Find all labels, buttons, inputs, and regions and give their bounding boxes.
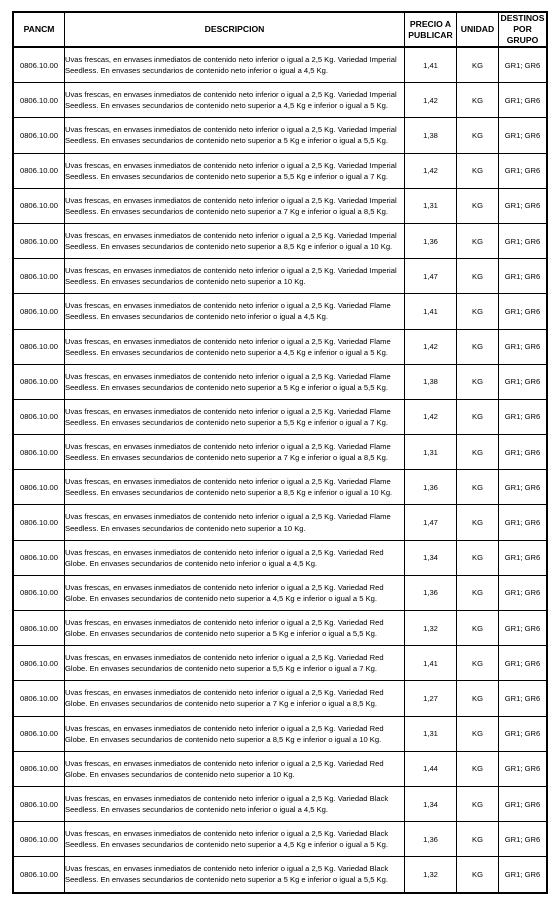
table-row: [14, 716, 547, 751]
header-unidad: UNIDAD: [457, 13, 499, 48]
price-cell: 1,42: [405, 83, 457, 118]
pancm-cell: 0806.10.00: [14, 435, 65, 470]
unit-cell: KG: [457, 435, 499, 470]
destinations-cell: GR1; GR6: [499, 364, 547, 399]
table-row: [14, 575, 547, 610]
destinations-cell: GR1; GR6: [499, 716, 547, 751]
destinations-cell: GR1; GR6: [499, 153, 547, 188]
price-cell: 1,41: [405, 646, 457, 681]
price-cell: 1,36: [405, 575, 457, 610]
header-pancm: PANCM: [14, 13, 65, 48]
pancm-cell: 0806.10.00: [14, 611, 65, 646]
table-row: [14, 751, 547, 786]
table-row: [14, 83, 547, 118]
pancm-cell: 0806.10.00: [14, 153, 65, 188]
header-destinos: DESTINOS POR GRUPO: [499, 13, 547, 48]
table-row: [14, 505, 547, 540]
table-row: [14, 364, 547, 399]
destinations-cell: GR1; GR6: [499, 329, 547, 364]
destinations-cell: GR1; GR6: [499, 646, 547, 681]
price-cell: 1,27: [405, 681, 457, 716]
price-cell: 1,36: [405, 223, 457, 258]
destinations-cell: GR1; GR6: [499, 294, 547, 329]
price-cell: 1,38: [405, 118, 457, 153]
pancm-cell: 0806.10.00: [14, 470, 65, 505]
table-row: [14, 540, 547, 575]
destinations-cell: GR1; GR6: [499, 399, 547, 434]
unit-cell: KG: [457, 681, 499, 716]
description-cell: Uvas frescas, en envases inmediatos de contenido neto inferior o igual a 2,5 Kg. Variedad Flame Seedless. En envases secundarios de contenido neto superior a 7 Kg e inferior o igual a 8,5 Kg.: [65, 435, 405, 470]
header-descripcion: DESCRIPCION: [65, 13, 405, 48]
pancm-cell: 0806.10.00: [14, 47, 65, 83]
destinations-cell: GR1; GR6: [499, 540, 547, 575]
description-cell: Uvas frescas, en envases inmediatos de contenido neto inferior o igual a 2,5 Kg. Variedad Imperial Seedless. En envases secundarios de contenido neto superior a 8,5 Kg e inferior o igual a 10 Kg.: [65, 223, 405, 258]
description-cell: Uvas frescas, en envases inmediatos de contenido neto inferior o igual a 2,5 Kg. Variedad Imperial Seedless. En envases secundarios de contenido neto superior a 4,5 Kg e inferior o igual a 5 Kg.: [65, 83, 405, 118]
destinations-cell: GR1; GR6: [499, 118, 547, 153]
price-cell: 1,41: [405, 47, 457, 83]
pancm-cell: 0806.10.00: [14, 223, 65, 258]
unit-cell: KG: [457, 716, 499, 751]
description-cell: Uvas frescas, en envases inmediatos de contenido neto inferior o igual a 2,5 Kg. Variedad Imperial Seedless. En envases secundarios de contenido neto superior a 5 Kg e inferior o igual a 5,5 Kg.: [65, 118, 405, 153]
price-cell: 1,47: [405, 259, 457, 294]
price-cell: 1,34: [405, 540, 457, 575]
table-row: [14, 786, 547, 821]
pancm-cell: 0806.10.00: [14, 681, 65, 716]
unit-cell: KG: [457, 786, 499, 821]
document-page: [13, 12, 547, 893]
pancm-cell: 0806.10.00: [14, 188, 65, 223]
pancm-cell: 0806.10.00: [14, 259, 65, 294]
destinations-cell: GR1; GR6: [499, 47, 547, 83]
table-row: [14, 611, 547, 646]
price-cell: 1,31: [405, 188, 457, 223]
description-cell: Uvas frescas, en envases inmediatos de contenido neto inferior o igual a 2,5 Kg. Variedad Flame Seedless. En envases secundarios de contenido neto superior a 4,5 Kg e inferior o igual a 5 Kg.: [65, 329, 405, 364]
description-cell: Uvas frescas, en envases inmediatos de contenido neto inferior o igual a 2,5 Kg. Variedad Flame Seedless. En envases secundarios de contenido neto superior a 5,5 Kg e inferior o igual a 7 Kg.: [65, 399, 405, 434]
unit-cell: KG: [457, 153, 499, 188]
description-cell: Uvas frescas, en envases inmediatos de contenido neto inferior o igual a 2,5 Kg. Variedad Flame Seedless. En envases secundarios de contenido neto superior a 10 Kg.: [65, 505, 405, 540]
description-cell: Uvas frescas, en envases inmediatos de contenido neto inferior o igual a 2,5 Kg. Variedad Red Globe. En envases secundarios de contenido neto inferior o igual a 4,5 Kg.: [65, 540, 405, 575]
description-cell: Uvas frescas, en envases inmediatos de contenido neto inferior o igual a 2,5 Kg. Variedad Imperial Seedless. En envases secundarios de contenido neto inferior o igual a 4,5 Kg.: [65, 47, 405, 83]
unit-cell: KG: [457, 188, 499, 223]
description-cell: Uvas frescas, en envases inmediatos de contenido neto inferior o igual a 2,5 Kg. Variedad Red Globe. En envases secundarios de contenido neto superior a 4,5 Kg e inferior o igual a 5 Kg.: [65, 575, 405, 610]
description-cell: Uvas frescas, en envases inmediatos de contenido neto inferior o igual a 2,5 Kg. Variedad Imperial Seedless. En envases secundarios de contenido neto superior a 7 Kg e inferior o igual a 8,5 Kg.: [65, 188, 405, 223]
table-row: [14, 259, 547, 294]
price-cell: 1,42: [405, 399, 457, 434]
description-cell: Uvas frescas, en envases inmediatos de contenido neto inferior o igual a 2,5 Kg. Variedad Imperial Seedless. En envases secundarios de contenido neto superior a 10 Kg.: [65, 259, 405, 294]
price-cell: 1,32: [405, 611, 457, 646]
price-cell: 1,34: [405, 786, 457, 821]
destinations-cell: GR1; GR6: [499, 751, 547, 786]
table-row: [14, 329, 547, 364]
destinations-cell: GR1; GR6: [499, 83, 547, 118]
destinations-cell: GR1; GR6: [499, 681, 547, 716]
description-cell: Uvas frescas, en envases inmediatos de contenido neto inferior o igual a 2,5 Kg. Variedad Red Globe. En envases secundarios de contenido neto superior a 10 Kg.: [65, 751, 405, 786]
unit-cell: KG: [457, 294, 499, 329]
unit-cell: KG: [457, 83, 499, 118]
pancm-cell: 0806.10.00: [14, 329, 65, 364]
destinations-cell: GR1; GR6: [499, 223, 547, 258]
unit-cell: KG: [457, 47, 499, 83]
description-cell: Uvas frescas, en envases inmediatos de contenido neto inferior o igual a 2,5 Kg. Variedad Black Seedless. En envases secundarios de contenido neto superior a 5 Kg e inferior o igual a 5,5 Kg.: [65, 857, 405, 892]
unit-cell: KG: [457, 646, 499, 681]
unit-cell: KG: [457, 399, 499, 434]
price-cell: 1,41: [405, 294, 457, 329]
pancm-cell: 0806.10.00: [14, 83, 65, 118]
unit-cell: KG: [457, 364, 499, 399]
price-cell: 1,44: [405, 751, 457, 786]
pancm-cell: 0806.10.00: [14, 505, 65, 540]
pancm-cell: 0806.10.00: [14, 751, 65, 786]
destinations-cell: GR1; GR6: [499, 259, 547, 294]
unit-cell: KG: [457, 223, 499, 258]
pancm-cell: 0806.10.00: [14, 716, 65, 751]
destinations-cell: GR1; GR6: [499, 575, 547, 610]
price-cell: 1,32: [405, 857, 457, 892]
table-row: [14, 681, 547, 716]
unit-cell: KG: [457, 611, 499, 646]
unit-cell: KG: [457, 540, 499, 575]
description-cell: Uvas frescas, en envases inmediatos de contenido neto inferior o igual a 2,5 Kg. Variedad Red Globe. En envases secundarios de contenido neto superior a 7 Kg e inferior o igual a 8,5 Kg.: [65, 681, 405, 716]
price-cell: 1,47: [405, 505, 457, 540]
destinations-cell: GR1; GR6: [499, 188, 547, 223]
destinations-cell: GR1; GR6: [499, 435, 547, 470]
table-body: [14, 47, 547, 892]
unit-cell: KG: [457, 857, 499, 892]
pancm-cell: 0806.10.00: [14, 822, 65, 857]
description-cell: Uvas frescas, en envases inmediatos de contenido neto inferior o igual a 2,5 Kg. Variedad Red Globe. En envases secundarios de contenido neto superior a 5,5 Kg e inferior o igual a 7 Kg.: [65, 646, 405, 681]
price-cell: 1,31: [405, 435, 457, 470]
table-row: [14, 223, 547, 258]
pancm-cell: 0806.10.00: [14, 786, 65, 821]
price-cell: 1,42: [405, 329, 457, 364]
unit-cell: KG: [457, 118, 499, 153]
table-row: [14, 118, 547, 153]
description-cell: Uvas frescas, en envases inmediatos de contenido neto inferior o igual a 2,5 Kg. Variedad Flame Seedless. En envases secundarios de contenido neto inferior o igual a 4,5 Kg.: [65, 294, 405, 329]
price-cell: 1,31: [405, 716, 457, 751]
table-row: [14, 47, 547, 83]
description-cell: Uvas frescas, en envases inmediatos de contenido neto inferior o igual a 2,5 Kg. Variedad Red Globe. En envases secundarios de contenido neto superior a 5 Kg e inferior o igual a 5,5 Kg.: [65, 611, 405, 646]
table-row: [14, 399, 547, 434]
unit-cell: KG: [457, 259, 499, 294]
price-cell: 1,36: [405, 470, 457, 505]
table-row: [14, 470, 547, 505]
price-cell: 1,38: [405, 364, 457, 399]
table-row: [14, 822, 547, 857]
pancm-cell: 0806.10.00: [14, 294, 65, 329]
table-row: [14, 188, 547, 223]
description-cell: Uvas frescas, en envases inmediatos de contenido neto inferior o igual a 2,5 Kg. Variedad Red Globe. En envases secundarios de contenido neto superior a 8,5 Kg e inferior o igual a 10 Kg.: [65, 716, 405, 751]
pancm-cell: 0806.10.00: [14, 399, 65, 434]
description-cell: Uvas frescas, en envases inmediatos de contenido neto inferior o igual a 2,5 Kg. Variedad Flame Seedless. En envases secundarios de contenido neto superior a 8,5 Kg e inferior o igual a 10 Kg.: [65, 470, 405, 505]
pancm-cell: 0806.10.00: [14, 540, 65, 575]
pancm-cell: 0806.10.00: [14, 575, 65, 610]
description-cell: Uvas frescas, en envases inmediatos de contenido neto inferior o igual a 2,5 Kg. Variedad Flame Seedless. En envases secundarios de contenido neto superior a 5 Kg e inferior o igual a 5,5 Kg.: [65, 364, 405, 399]
price-cell: 1,42: [405, 153, 457, 188]
table-row: [14, 857, 547, 892]
destinations-cell: GR1; GR6: [499, 786, 547, 821]
unit-cell: KG: [457, 470, 499, 505]
destinations-cell: GR1; GR6: [499, 857, 547, 892]
unit-cell: KG: [457, 329, 499, 364]
price-cell: 1,36: [405, 822, 457, 857]
header-precio: PRECIO A PUBLICAR: [405, 13, 457, 48]
destinations-cell: GR1; GR6: [499, 611, 547, 646]
price-table: [13, 12, 547, 893]
table-row: [14, 294, 547, 329]
destinations-cell: GR1; GR6: [499, 822, 547, 857]
pancm-cell: 0806.10.00: [14, 857, 65, 892]
description-cell: Uvas frescas, en envases inmediatos de contenido neto inferior o igual a 2,5 Kg. Variedad Imperial Seedless. En envases secundarios de contenido neto superior a 5,5 Kg e inferior o igual a 7 Kg.: [65, 153, 405, 188]
table-row: [14, 646, 547, 681]
pancm-cell: 0806.10.00: [14, 364, 65, 399]
destinations-cell: GR1; GR6: [499, 470, 547, 505]
description-cell: Uvas frescas, en envases inmediatos de contenido neto inferior o igual a 2,5 Kg. Variedad Black Seedless. En envases secundarios de contenido neto inferior o igual a 4,5 Kg.: [65, 786, 405, 821]
unit-cell: KG: [457, 822, 499, 857]
unit-cell: KG: [457, 751, 499, 786]
table-row: [14, 435, 547, 470]
table-row: [14, 153, 547, 188]
description-cell: Uvas frescas, en envases inmediatos de contenido neto inferior o igual a 2,5 Kg. Variedad Black Seedless. En envases secundarios de contenido neto superior a 4,5 Kg e inferior o igual a 5 Kg.: [65, 822, 405, 857]
unit-cell: KG: [457, 505, 499, 540]
pancm-cell: 0806.10.00: [14, 646, 65, 681]
unit-cell: KG: [457, 575, 499, 610]
pancm-cell: 0806.10.00: [14, 118, 65, 153]
header-row: [14, 13, 547, 48]
destinations-cell: GR1; GR6: [499, 505, 547, 540]
